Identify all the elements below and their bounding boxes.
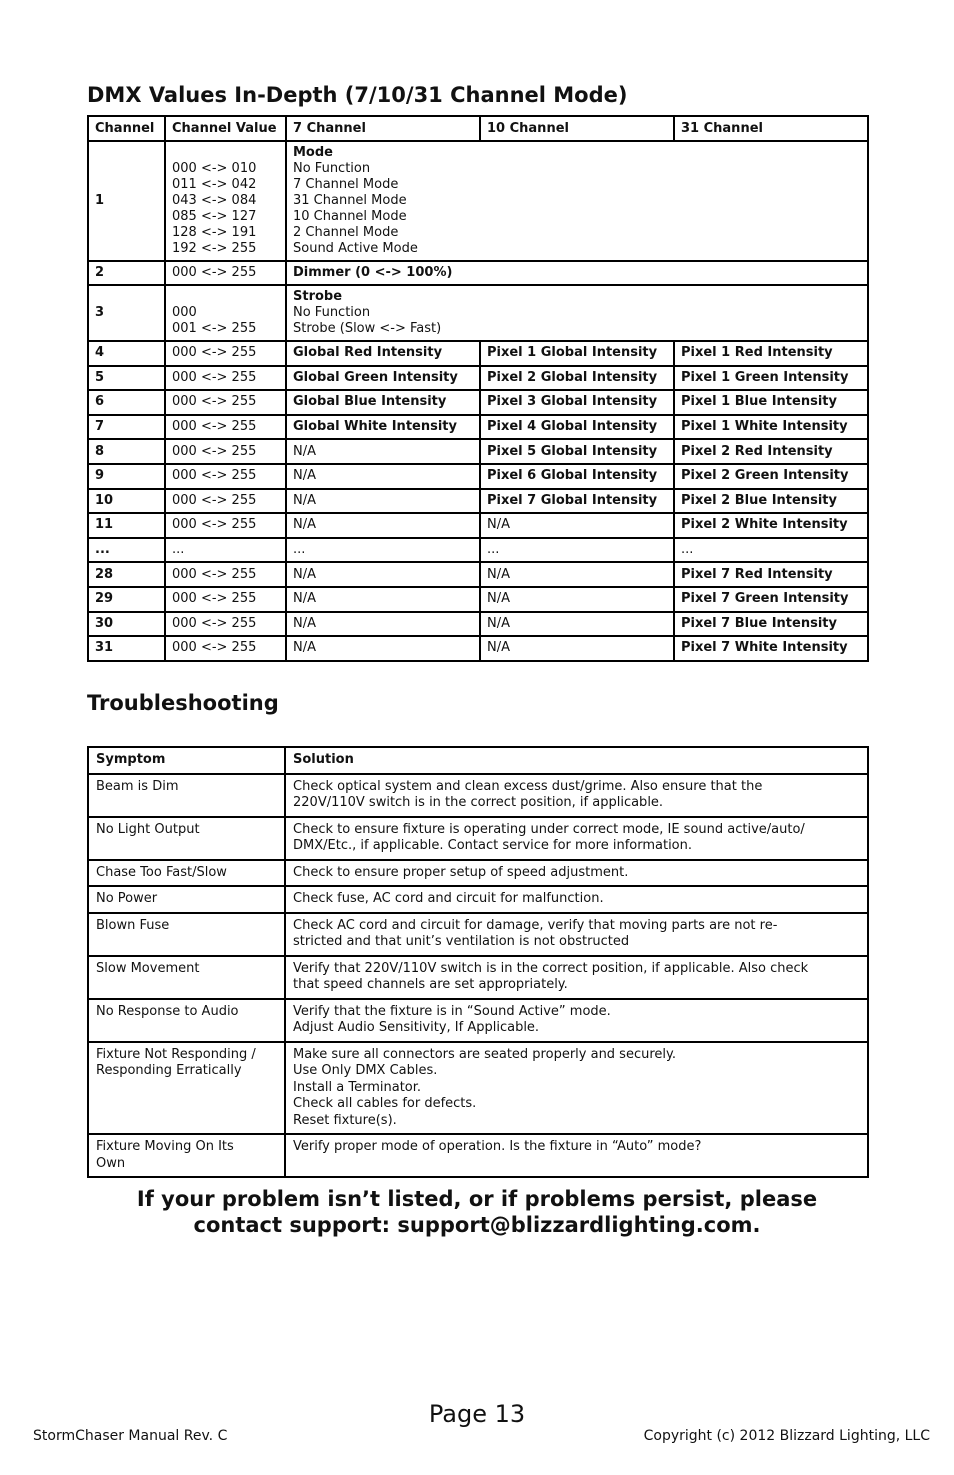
- table-row: [88, 1134, 868, 1177]
- channel-cell: 10: [88, 489, 165, 514]
- channel-cell: 3: [88, 285, 165, 341]
- table-row: [88, 913, 868, 956]
- channel-cell: 9: [88, 464, 165, 489]
- symptom-cell: [88, 886, 285, 913]
- solution-line: Check optical system and clean excess dust/grime. Also ensure that the: [293, 778, 763, 794]
- solution-line: Check all cables for defects.: [293, 1096, 477, 1111]
- function-option: 2 Channel Mode: [293, 225, 399, 240]
- function-option: No Function: [293, 305, 371, 320]
- ten-channel-cell: N/A: [480, 562, 674, 587]
- seven-channel-cell: N/A: [286, 587, 480, 612]
- solution-line: Check to ensure proper setup of speed adjustment.: [293, 864, 629, 880]
- solution-line: that speed channels are set appropriately.: [293, 977, 568, 992]
- seven-channel-cell: ...: [286, 538, 480, 563]
- thirtyone-channel-cell: Pixel 2 Red Intensity: [674, 439, 868, 464]
- value-range: 192 <-> 255: [172, 240, 257, 256]
- solution-line: Verify that 220V/110V switch is in the correct position, if applicable. Also check: [293, 960, 809, 976]
- table-row: [88, 817, 868, 860]
- ten-channel-cell: N/A: [480, 587, 674, 612]
- function-option: 10 Channel Mode: [293, 209, 407, 224]
- thirtyone-channel-cell: Pixel 1 White Intensity: [674, 415, 868, 440]
- solution-line: Make sure all connectors are seated properly and securely.: [293, 1046, 676, 1062]
- channel-value-cell: ...: [165, 538, 286, 563]
- solution-line: Check AC cord and circuit for damage, verify that moving parts are not re-: [293, 917, 778, 933]
- page-number: Page 13: [428, 1400, 526, 1428]
- channel-cell: 4: [88, 341, 165, 366]
- function-label: Mode: [293, 145, 333, 160]
- column-header: Channel: [88, 116, 165, 141]
- channel-cell: 6: [88, 390, 165, 415]
- channel-cell: 7: [88, 415, 165, 440]
- seven-channel-cell: N/A: [286, 562, 480, 587]
- value-range: 000 <-> 010: [172, 160, 257, 176]
- channel-value-cell: 000 <-> 255: [165, 366, 286, 391]
- solution-line: Verify proper mode of operation. Is the fixture in “Auto” mode?: [293, 1139, 702, 1154]
- seven-channel-cell: N/A: [286, 439, 480, 464]
- ten-channel-cell: Pixel 5 Global Intensity: [480, 439, 674, 464]
- dmx-values-table: [87, 115, 869, 662]
- function-option: Sound Active Mode: [293, 241, 418, 256]
- table-row: [88, 439, 868, 464]
- ten-channel-cell: ...: [480, 538, 674, 563]
- ten-channel-cell: Pixel 4 Global Intensity: [480, 415, 674, 440]
- column-header: Symptom: [88, 747, 285, 774]
- table-row: [88, 366, 868, 391]
- channel-cell: ...: [88, 538, 165, 563]
- table-row: [88, 141, 868, 261]
- ten-channel-cell: Pixel 2 Global Intensity: [480, 366, 674, 391]
- troubleshooting-table: [87, 746, 869, 1178]
- table-row: [88, 341, 868, 366]
- solution-line: Use Only DMX Cables.: [293, 1063, 438, 1078]
- ten-channel-cell: N/A: [480, 636, 674, 661]
- contact-line-2: contact support: support@blizzardlighting.com.: [193, 1213, 761, 1237]
- ten-channel-cell: Pixel 6 Global Intensity: [480, 464, 674, 489]
- ten-channel-cell: N/A: [480, 513, 674, 538]
- symptom-line: Responding Erratically: [96, 1063, 242, 1078]
- thirtyone-channel-cell: Pixel 1 Blue Intensity: [674, 390, 868, 415]
- value-range: 000: [172, 304, 197, 320]
- contact-support-note: [87, 1186, 867, 1238]
- solution-line: Check to ensure fixture is operating under correct mode, IE sound active/auto/: [293, 821, 805, 837]
- thirtyone-channel-cell: Pixel 1 Green Intensity: [674, 366, 868, 391]
- channel-value-cell: 000 <-> 255: [165, 513, 286, 538]
- contact-line-1: If your problem isn’t listed, or if problems persist, please: [136, 1187, 818, 1211]
- mode-function-cell: [286, 141, 868, 261]
- table-row: [88, 116, 868, 141]
- column-header: 31 Channel: [674, 116, 868, 141]
- function-option: 31 Channel Mode: [293, 193, 407, 208]
- symptom-line: No Response to Audio: [96, 1003, 239, 1019]
- table-row: [88, 747, 868, 774]
- channel-value-cell: 000 <-> 255: [165, 464, 286, 489]
- table-row: [88, 415, 868, 440]
- solution-cell: [285, 886, 868, 913]
- solution-cell: [285, 913, 868, 956]
- solution-line: DMX/Etc., if applicable. Contact service for more information.: [293, 838, 693, 853]
- seven-channel-cell: Global Blue Intensity: [286, 390, 480, 415]
- table-row: [88, 261, 868, 285]
- solution-cell: [285, 956, 868, 999]
- table-row: [88, 612, 868, 637]
- channel-value-cell: [165, 285, 286, 341]
- symptom-line: No Power: [96, 891, 158, 906]
- channel-value-cell: 000 <-> 255: [165, 261, 286, 285]
- thirtyone-channel-cell: Pixel 7 Green Intensity: [674, 587, 868, 612]
- symptom-line: Blown Fuse: [96, 917, 170, 933]
- column-header: 7 Channel: [286, 116, 480, 141]
- thirtyone-channel-cell: Pixel 7 Red Intensity: [674, 562, 868, 587]
- symptom-line: Fixture Not Responding /: [96, 1046, 256, 1062]
- value-range: 128 <-> 191: [172, 224, 257, 240]
- solution-cell: [285, 1042, 868, 1135]
- seven-channel-cell: N/A: [286, 464, 480, 489]
- table-row: [88, 285, 868, 341]
- symptom-line: No Light Output: [96, 821, 200, 837]
- table-row: [88, 860, 868, 887]
- thirtyone-channel-cell: Pixel 2 Green Intensity: [674, 464, 868, 489]
- symptom-cell: [88, 817, 285, 860]
- channel-cell: 5: [88, 366, 165, 391]
- function-option: 7 Channel Mode: [293, 177, 399, 192]
- solution-cell: [285, 774, 868, 817]
- table-row: [88, 390, 868, 415]
- table-row: [88, 464, 868, 489]
- symptom-line: Fixture Moving On Its: [96, 1139, 234, 1154]
- symptom-cell: [88, 913, 285, 956]
- symptom-line: Chase Too Fast/Slow: [96, 864, 227, 880]
- solution-cell: [285, 1134, 868, 1177]
- channel-value-cell: 000 <-> 255: [165, 587, 286, 612]
- symptom-cell: [88, 1134, 285, 1177]
- solution-cell: [285, 817, 868, 860]
- table-row: [88, 886, 868, 913]
- ten-channel-cell: Pixel 7 Global Intensity: [480, 489, 674, 514]
- symptom-line: Beam is Dim: [96, 778, 179, 794]
- solution-cell: [285, 860, 868, 887]
- solution-line: stricted and that unit’s ventilation is not obstructed: [293, 934, 630, 949]
- thirtyone-channel-cell: Pixel 2 Blue Intensity: [674, 489, 868, 514]
- function-option: No Function: [293, 161, 371, 176]
- footer-copyright: Copyright (c) 2012 Blizzard Lighting, LLC: [643, 1428, 930, 1444]
- table-row: [88, 513, 868, 538]
- symptom-cell: [88, 1042, 285, 1135]
- channel-value-cell: [165, 141, 286, 261]
- channel-value-cell: 000 <-> 255: [165, 636, 286, 661]
- channel-cell: 11: [88, 513, 165, 538]
- channel-value-cell: 000 <-> 255: [165, 341, 286, 366]
- symptom-line: Slow Movement: [96, 960, 200, 976]
- table-row: [88, 999, 868, 1042]
- table-row: [88, 636, 868, 661]
- value-range: 001 <-> 255: [172, 320, 257, 336]
- function-option: Strobe (Slow <-> Fast): [293, 321, 442, 336]
- thirtyone-channel-cell: ...: [674, 538, 868, 563]
- solution-line: Check fuse, AC cord and circuit for malfunction.: [293, 891, 604, 906]
- troubleshooting-title: Troubleshooting: [87, 691, 279, 715]
- channel-value-cell: 000 <-> 255: [165, 612, 286, 637]
- channel-value-cell: 000 <-> 255: [165, 489, 286, 514]
- footer-manual-revision: StormChaser Manual Rev. C: [33, 1428, 228, 1444]
- seven-channel-cell: N/A: [286, 612, 480, 637]
- table-row: [88, 774, 868, 817]
- value-range: 011 <-> 042: [172, 176, 257, 192]
- seven-channel-cell: N/A: [286, 489, 480, 514]
- symptom-cell: [88, 860, 285, 887]
- channel-value-cell: 000 <-> 255: [165, 439, 286, 464]
- dmx-section-title: DMX Values In-Depth (7/10/31 Channel Mode): [87, 83, 628, 107]
- channel-cell: 29: [88, 587, 165, 612]
- seven-channel-cell: Global White Intensity: [286, 415, 480, 440]
- function-label: Strobe: [293, 289, 343, 304]
- column-header: Channel Value: [165, 116, 286, 141]
- channel-cell: 8: [88, 439, 165, 464]
- solution-line: Install a Terminator.: [293, 1079, 422, 1095]
- table-row: [88, 587, 868, 612]
- channel-cell: 31: [88, 636, 165, 661]
- solution-line: Adjust Audio Sensitivity, If Applicable.: [293, 1020, 540, 1035]
- symptom-cell: [88, 999, 285, 1042]
- symptom-line: Own: [96, 1155, 126, 1171]
- table-row: [88, 538, 868, 563]
- table-row: [88, 956, 868, 999]
- column-header: Solution: [285, 747, 868, 774]
- thirtyone-channel-cell: Pixel 7 White Intensity: [674, 636, 868, 661]
- channel-value-cell: 000 <-> 255: [165, 562, 286, 587]
- seven-channel-cell: Global Green Intensity: [286, 366, 480, 391]
- solution-line: Reset fixture(s).: [293, 1112, 397, 1128]
- channel-value-cell: 000 <-> 255: [165, 415, 286, 440]
- channel-cell: 30: [88, 612, 165, 637]
- solution-line: Verify that the fixture is in “Sound Active” mode.: [293, 1003, 611, 1019]
- thirtyone-channel-cell: Pixel 1 Red Intensity: [674, 341, 868, 366]
- symptom-cell: [88, 956, 285, 999]
- value-range: 085 <-> 127: [172, 208, 257, 224]
- thirtyone-channel-cell: Pixel 7 Blue Intensity: [674, 612, 868, 637]
- ten-channel-cell: Pixel 3 Global Intensity: [480, 390, 674, 415]
- channel-value-cell: 000 <-> 255: [165, 390, 286, 415]
- strobe-function-cell: [286, 285, 868, 341]
- dimmer-function-cell: Dimmer (0 <-> 100%): [286, 261, 868, 285]
- channel-cell: 1: [88, 141, 165, 261]
- seven-channel-cell: N/A: [286, 513, 480, 538]
- channel-cell: 28: [88, 562, 165, 587]
- table-row: [88, 562, 868, 587]
- table-row: [88, 489, 868, 514]
- table-row: [88, 1042, 868, 1135]
- solution-line: 220V/110V switch is in the correct position, if applicable.: [293, 795, 664, 810]
- ten-channel-cell: Pixel 1 Global Intensity: [480, 341, 674, 366]
- value-range: 043 <-> 084: [172, 192, 257, 208]
- symptom-cell: [88, 774, 285, 817]
- solution-cell: [285, 999, 868, 1042]
- thirtyone-channel-cell: Pixel 2 White Intensity: [674, 513, 868, 538]
- column-header: 10 Channel: [480, 116, 674, 141]
- seven-channel-cell: Global Red Intensity: [286, 341, 480, 366]
- ten-channel-cell: N/A: [480, 612, 674, 637]
- channel-cell: 2: [88, 261, 165, 285]
- seven-channel-cell: N/A: [286, 636, 480, 661]
